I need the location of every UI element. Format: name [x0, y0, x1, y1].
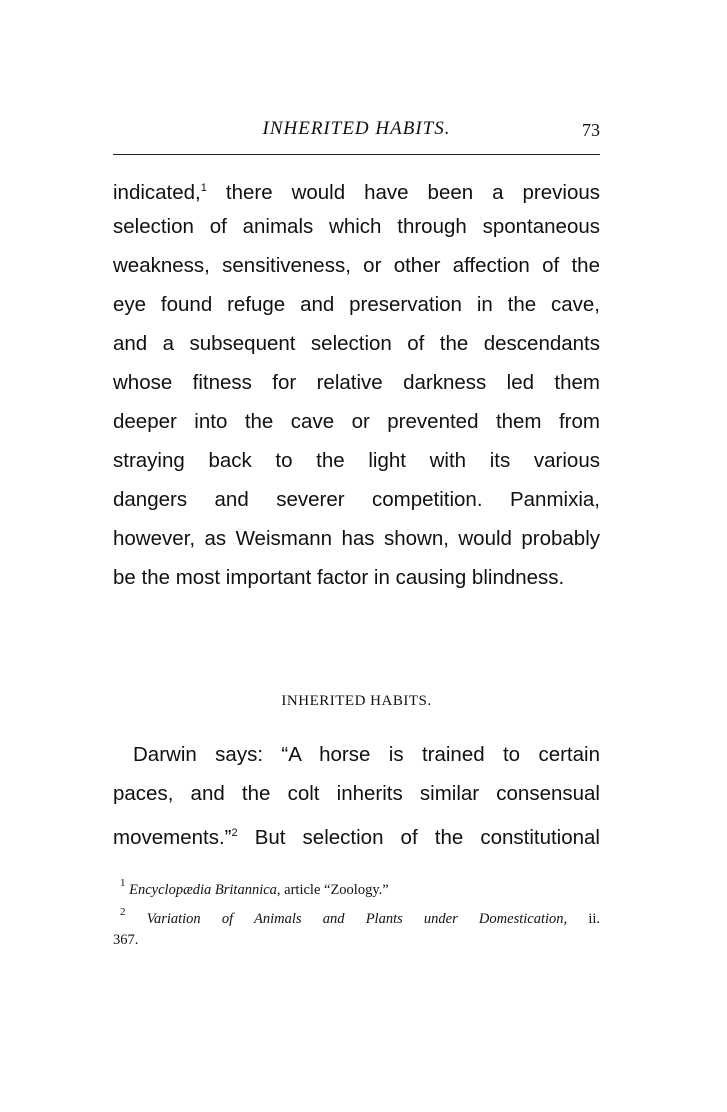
text-line: eye found refuge and preservation in the cave, — [113, 293, 600, 316]
text-line: however, as Weismann has shown, would probably — [113, 527, 600, 550]
text-line: deeper into the cave or prevented them from — [113, 410, 600, 433]
header-rule — [113, 154, 600, 155]
text-line: selection of animals which through spontaneous — [113, 215, 600, 238]
text-line: and a subsequent selection of the descendants — [113, 332, 600, 355]
footnote-1: $^1$ Encyclopædia Britannica, article “Zoology.” — [120, 877, 389, 898]
page-number: 73 — [582, 120, 600, 140]
text-line: movements.”$^2$ But selection of the constitutional — [113, 826, 600, 849]
footnote-ref: 1 — [200, 182, 207, 194]
text-line: dangers and severer competition. Panmixia, — [113, 488, 600, 511]
text-line: weakness, sensitiveness, or other affection of the — [113, 254, 600, 277]
text-line: Darwin says: “A horse is trained to certain — [133, 743, 600, 766]
text-line: whose fitness for relative darkness led them — [113, 371, 600, 394]
section-heading: INHERITED HABITS. — [281, 693, 432, 709]
text-line: be the most important factor in causing blindness. — [113, 566, 565, 589]
footnote-2: $^2$ Variation of Animals and Plants under Domestication, ii. — [120, 906, 601, 927]
text-line: indicated,$^1$ there would have been a previous — [113, 181, 600, 204]
text-line: straying back to the light with its various — [113, 449, 600, 472]
running-head: INHERITED HABITS. — [262, 118, 451, 139]
footnote-ref: 2 — [231, 827, 238, 839]
running-header — [113, 118, 600, 148]
footnote-2-continuation: 367. — [113, 932, 139, 948]
text-line: paces, and the colt inherits similar consensual — [113, 782, 600, 805]
